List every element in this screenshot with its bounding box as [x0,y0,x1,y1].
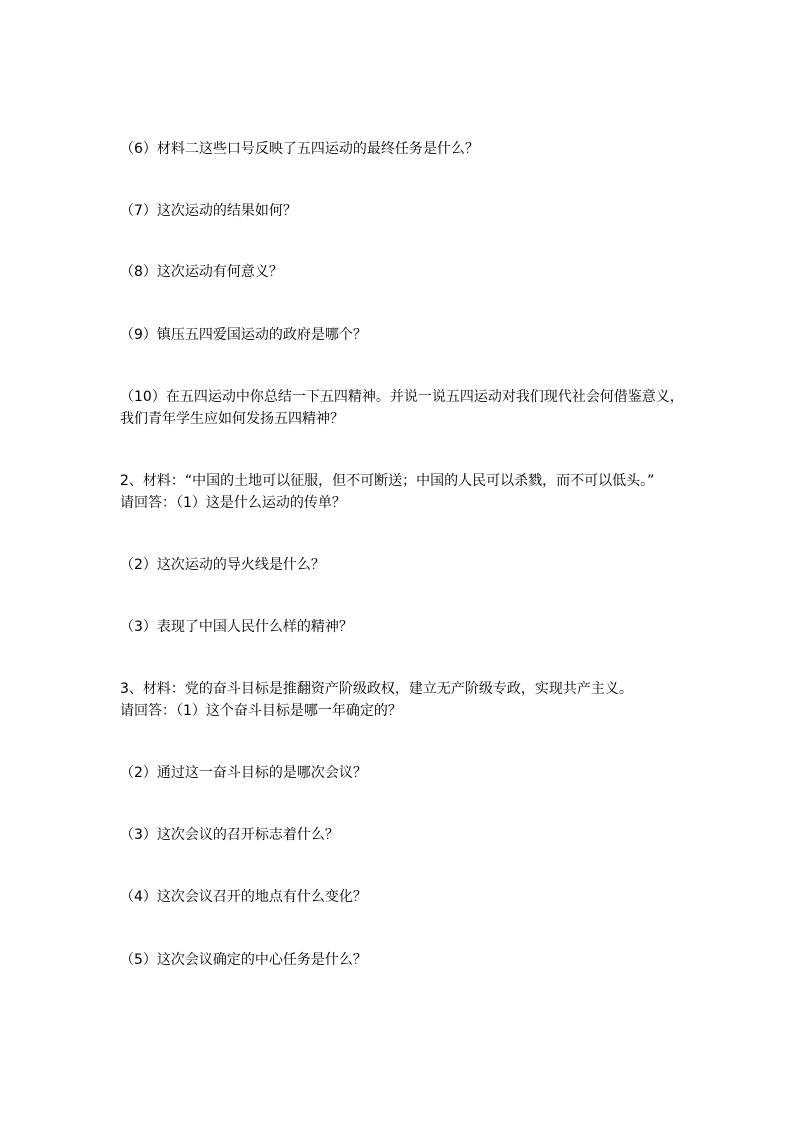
material-2-question-2: （2）这次运动的导火线是什么？ [120,557,325,573]
question-7: （7）这次运动的结果如何？ [120,203,297,219]
question-6: （6）材料二这些口号反映了五四运动的最终任务是什么？ [120,141,479,157]
material-3-question-3: （3）这次会议的召开标志着什么？ [120,827,339,843]
material-2: 2、材料：“中国的土地可以征服，但不可断送；中国的人民可以杀戮，而不可以低头。” [120,473,655,489]
question-10-line-1: （10）在五四运动中你总结一下五四精神。并说一说五四运动对我们现代社会何借鉴意义， [120,389,684,405]
question-9: （9）镇压五四爱国运动的政府是哪个？ [120,327,367,343]
material-2-question-1: 请回答：（1）这是什么运动的传单？ [120,495,346,511]
material-3-question-4: （4）这次会议召开的地点有什么变化？ [120,889,367,905]
question-10-line-2: 我们青年学生应如何发扬五四精神？ [120,411,344,427]
material-3-question-5: （5）这次会议确定的中心任务是什么？ [120,952,367,968]
material-3-question-1: 请回答：（1）这个奋斗目标是哪一年确定的？ [120,703,402,719]
material-3: 3、材料：党的奋斗目标是推翻资产阶级政权，建立无产阶级专政，实现共产主义。 [120,681,633,697]
material-2-question-3: （3）表现了中国人民什么样的精神？ [120,619,353,635]
question-8: （8）这次运动有何意义？ [120,264,283,280]
material-3-question-2: （2）通过这一奋斗目标的是哪次会议？ [120,765,367,781]
